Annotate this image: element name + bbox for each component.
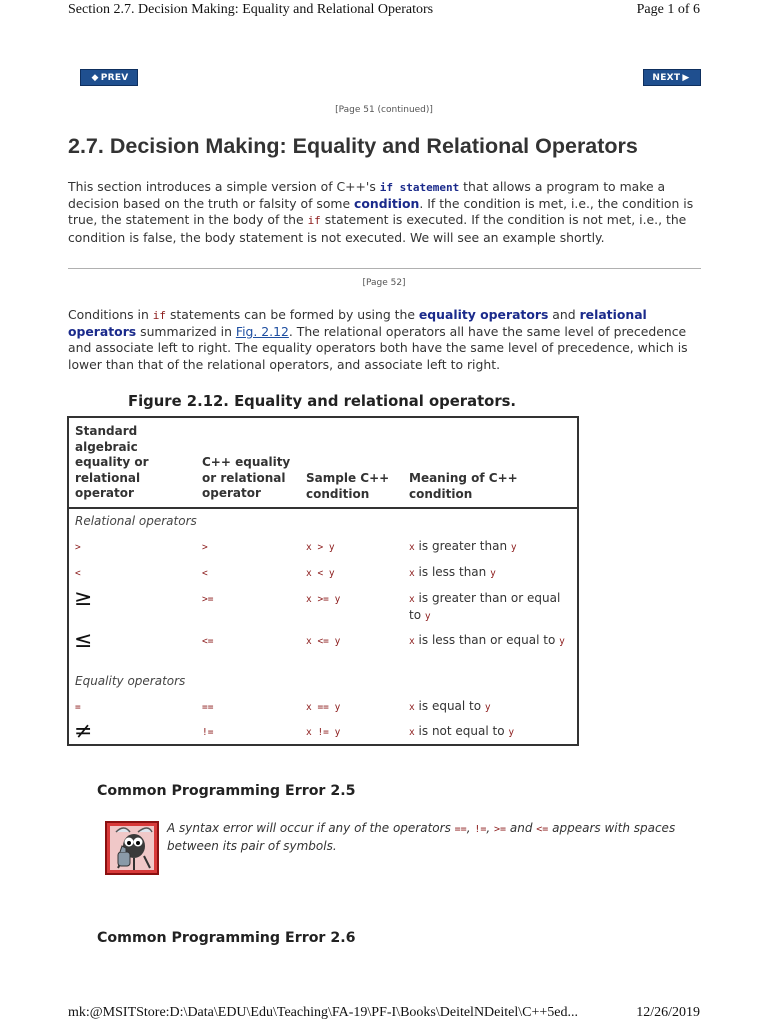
header-algebraic: Standard algebraic equality or relational operator	[75, 424, 149, 500]
header-divider	[69, 507, 577, 509]
operator-code: !=	[474, 824, 487, 835]
cpe-2-5-text: A syntax error will occur if any of the operators ==, !=, >= and <= appears with spaces between its pair of symbols.	[167, 821, 676, 853]
row-meaning: x is not equal to y	[409, 724, 515, 738]
print-footer-path: mk:@MSITStore:D:\Data\EDU\Edu\Teaching\FA-19\PF-I\Books\DeitelNDeitel\C++5ed...	[68, 1005, 578, 1020]
page-divider	[68, 268, 701, 269]
row-alg: >	[75, 542, 81, 553]
equality-operators-term: equality operators	[418, 307, 549, 322]
prev-button-label: PREV	[100, 72, 129, 83]
page-marker-51: [Page 51 (continued)]	[335, 105, 433, 115]
next-button[interactable]	[643, 69, 701, 86]
row-meaning: x is greater than or equal to y	[409, 591, 561, 622]
row-sample: x <= y	[306, 636, 341, 647]
row-cpp: >=	[202, 594, 214, 605]
row-sample: x == y	[306, 702, 341, 713]
row-meaning: x is less than y	[409, 565, 496, 579]
if-keyword: if	[307, 214, 321, 228]
row-sample: x >= y	[306, 594, 341, 605]
relational-section-label: Relational operators	[75, 514, 197, 528]
print-header-page-count: Page 1 of 6	[636, 2, 700, 17]
row-sample: x > y	[306, 542, 335, 553]
row-alg-symbol: ≥	[74, 586, 93, 611]
print-footer-date: 12/26/2019	[636, 1005, 700, 1020]
row-meaning: x is less than or equal to y	[409, 633, 565, 647]
if-keyword: if	[152, 309, 167, 322]
equality-section-label: Equality operators	[75, 674, 186, 688]
row-cpp: !=	[202, 727, 214, 738]
page-title: 2.7. Decision Making: Equality and Relational Operators	[68, 134, 638, 158]
header-sample: Sample C++ condition	[306, 471, 390, 501]
page-marker-52: [Page 52]	[362, 278, 406, 288]
relational-operators-term: relational operators	[68, 307, 647, 340]
row-alg-symbol: ≤	[74, 628, 93, 653]
figure-caption: Figure 2.12. Equality and relational operators.	[128, 393, 517, 410]
print-header-section: Section 2.7. Decision Making: Equality and Relational Operators	[68, 2, 434, 17]
operator-code: >=	[494, 824, 507, 835]
row-meaning: x is equal to y	[409, 699, 491, 713]
next-arrow-icon: ▶	[682, 72, 690, 83]
operators-table	[67, 416, 579, 746]
row-alg: =	[75, 702, 81, 713]
row-sample: x < y	[306, 568, 335, 579]
next-button-label: NEXT	[652, 72, 681, 83]
row-alg: <	[75, 568, 81, 579]
if-statement-term: if statement	[379, 181, 460, 194]
header-meaning: Meaning of C++ condition	[409, 471, 518, 501]
row-cpp: <	[202, 568, 208, 579]
operator-code: <=	[536, 824, 549, 835]
bug-icon	[104, 818, 162, 876]
cpe-2-6-heading: Common Programming Error 2.6	[97, 930, 356, 946]
operator-code: ==	[454, 824, 467, 835]
prev-button[interactable]	[80, 69, 138, 86]
intro-paragraph: This section introduces a simple version of C++'s if statement that allows a program to make a decision based on the truth or falsity of some condition. If the condition is met, i.e., the condition is true, the statement in the body of the if statement is executed. If the condition is not met, i.e., the condition is false, the body statement is not executed. We will see an example shortly.	[68, 179, 694, 245]
cpe-2-5-heading: Common Programming Error 2.5	[97, 783, 356, 799]
row-cpp: ==	[202, 702, 214, 713]
figure-link[interactable]: Fig. 2.12	[235, 324, 289, 340]
conditions-paragraph: Conditions in if statements can be formed by using the equality operators and relational operators summarized in Fig. 2.12. The relational operators all have the same level of precedence and associate left to right. The equality operators both have the same level of precedence, which is lower than that of the relational operators, and associate left to right.	[68, 307, 688, 372]
row-sample: x != y	[306, 727, 341, 738]
condition-term: condition	[354, 196, 420, 212]
row-cpp: >	[202, 542, 208, 553]
header-cpp-operator: C++ equality or relational operator	[202, 455, 291, 500]
row-meaning: x is greater than y	[409, 539, 517, 553]
prev-arrow-icon: ◆	[91, 72, 99, 83]
row-alg-symbol: ≠	[74, 719, 93, 744]
row-cpp: <=	[202, 636, 214, 647]
